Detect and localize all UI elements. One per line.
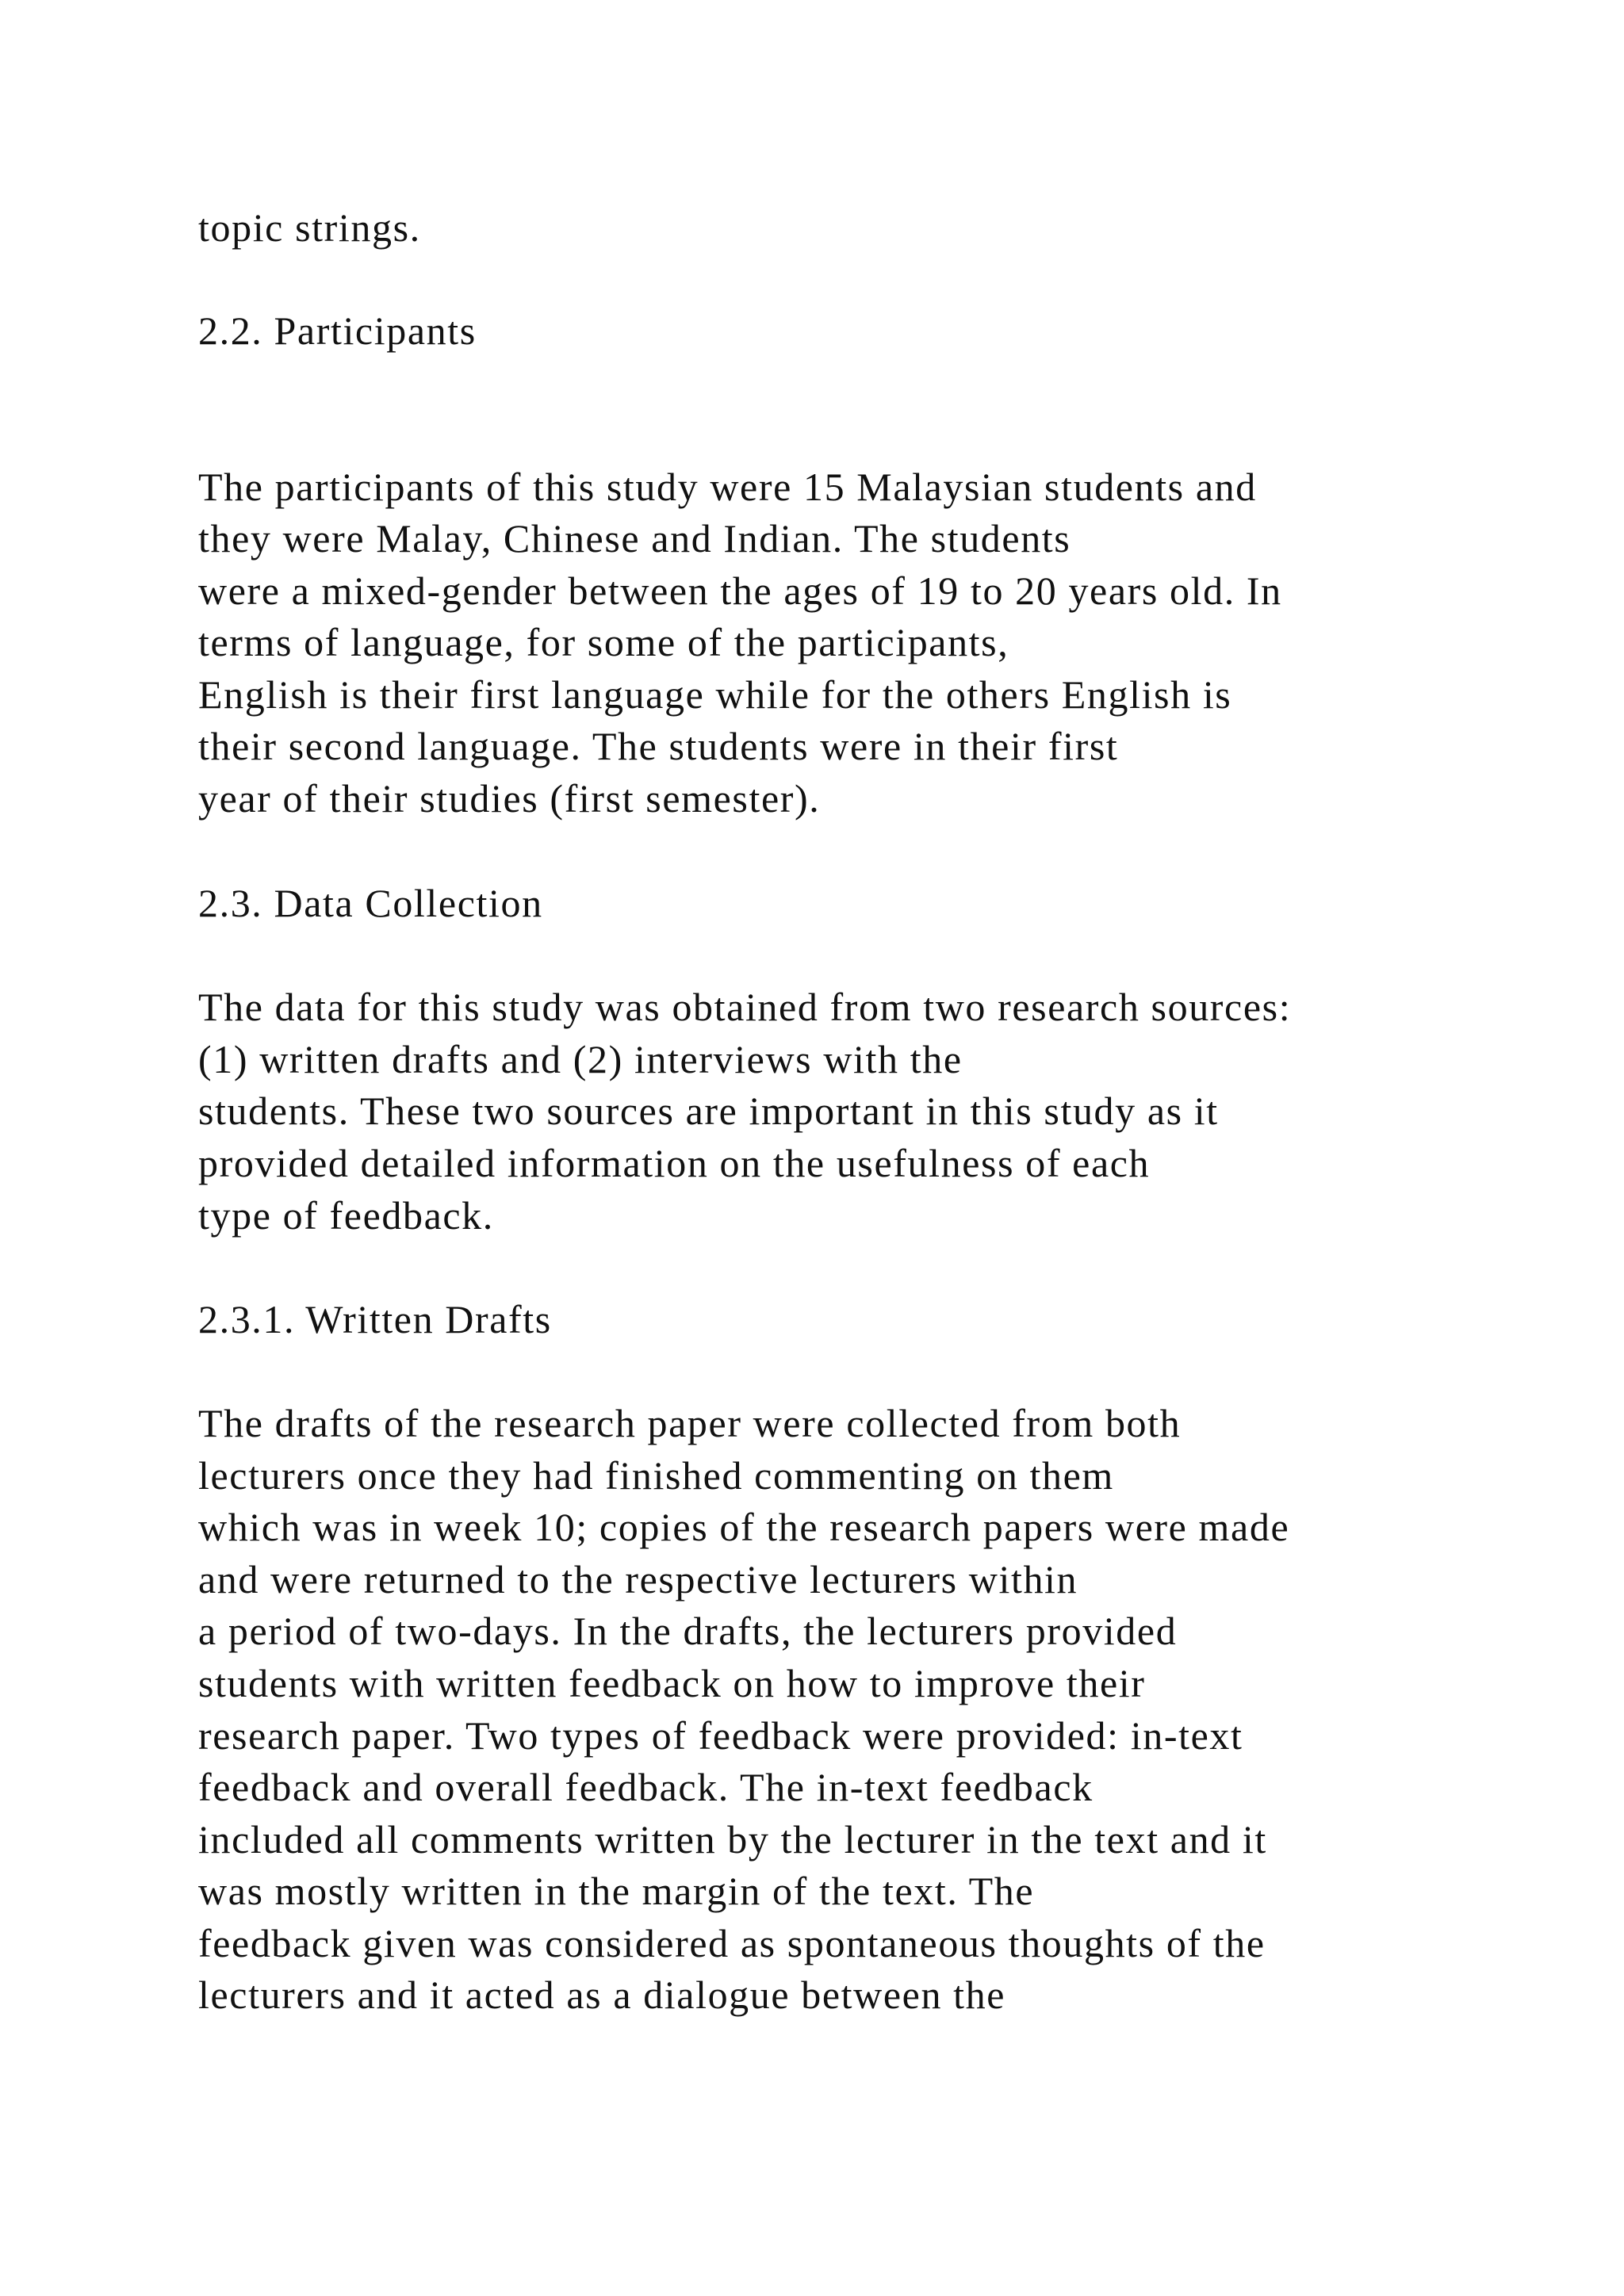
text-line: The drafts of the research paper were collected from both [198,1401,1182,1445]
text-line: included all comments written by the lecturer in the text and it [198,1817,1267,1862]
text-line: (1) written drafts and (2) interviews with the [198,1037,963,1081]
section-heading-data-collection: 2.3. Data Collection [198,881,543,925]
text-line: they were Malay, Chinese and Indian. The students [198,516,1071,561]
text-line: provided detailed information on the usefulness of each [198,1141,1151,1185]
text-line: lecturers once they had finished commenting on them [198,1453,1114,1498]
text-line: topic strings. [198,205,421,250]
text-line: and were returned to the respective lecturers within [198,1557,1078,1601]
section-heading-participants: 2.2. Participants [198,308,477,353]
text-line: English is their first language while for the others English is [198,672,1232,717]
text-line: a period of two-days. In the drafts, the lecturers provided [198,1609,1178,1653]
text-line: terms of language, for some of the participants, [198,620,1009,664]
section-heading-written-drafts: 2.3.1. Written Drafts [198,1297,552,1341]
text-line: students. These two sources are important in this study as it [198,1089,1219,1133]
text-line: feedback given was considered as spontaneous thoughts of the [198,1921,1266,1965]
text-line: year of their studies (first semester). [198,776,821,821]
text-line: The data for this study was obtained from two research sources: [198,985,1292,1029]
text-line: lecturers and it acted as a dialogue between the [198,1973,1006,2017]
text-line: which was in week 10; copies of the research papers were made [198,1505,1290,1549]
text-line: feedback and overall feedback. The in-text feedback [198,1765,1094,1809]
text-line: was mostly written in the margin of the text. The [198,1869,1035,1913]
text-line: students with written feedback on how to improve their [198,1661,1146,1705]
text-line: were a mixed-gender between the ages of 19 to 20 years old. In [198,568,1282,613]
text-line: The participants of this study were 15 Malaysian students and [198,465,1257,509]
text-line: type of feedback. [198,1193,494,1238]
text-line: research paper. Two types of feedback were provided: in-text [198,1713,1243,1758]
text-line: their second language. The students were in their first [198,724,1119,768]
